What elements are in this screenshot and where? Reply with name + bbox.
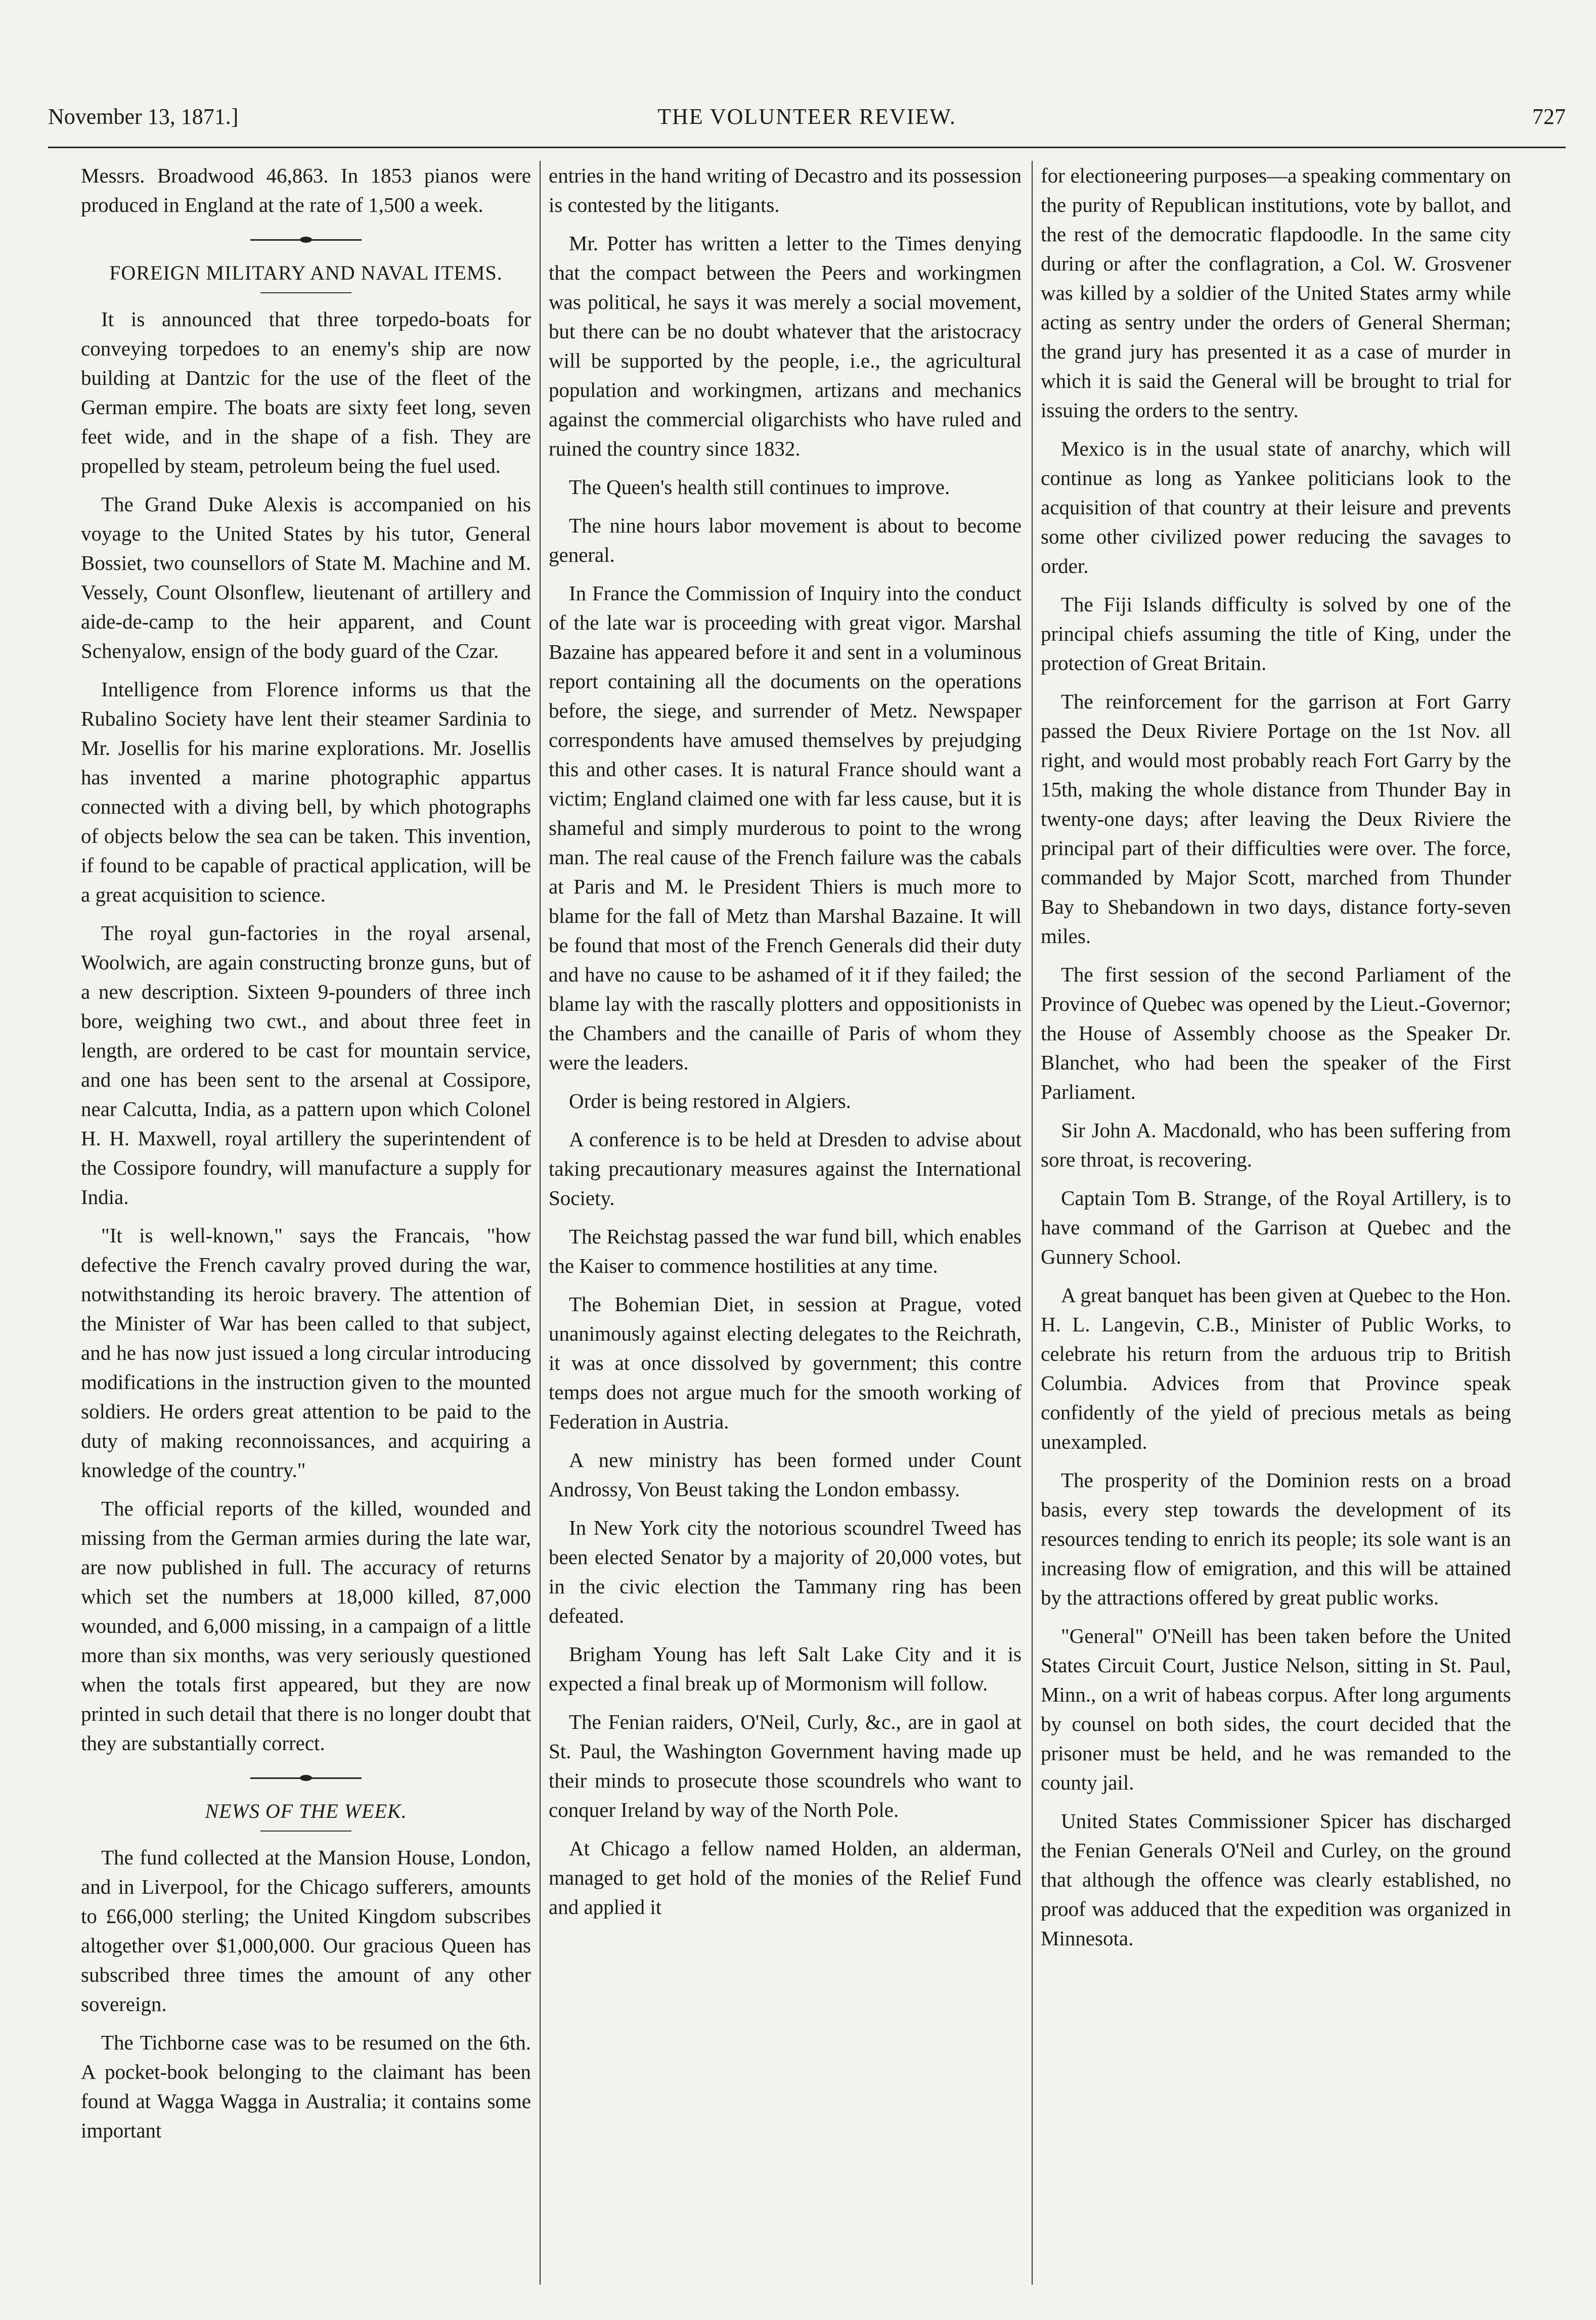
paragraph: The Fenian raiders, O'Neil, Curly, &c., are in gaol at St. Paul, the Washington Government having made up their minds to prosecute those scoundrels who want to conquer Ireland by way of the North Pole.: [549, 1710, 1022, 1821]
section-ornament: [250, 237, 362, 243]
paragraph: Intelligence from Florence informs us that the Rubalino Society have lent their steamer Sardinia to Mr. Josellis for his marine explorations. Mr. Josellis has invented a marine photographic appartus connected with a diving bell, by which photographs of objects below the sea can be taken. This invention, if found to be capable of practical application, will be a great acquisition to science.: [81, 678, 531, 906]
paragraph: The Fiji Islands difficulty is solved by one of the principal chiefs assuming the title of King, under the protection of Great Britain.: [1041, 593, 1511, 675]
paragraph: The Grand Duke Alexis is accompanied on his voyage to the United States by his tutor, General Bossiet, two counsellors of State M. Machine and M. Vessely, Count Olsonflew, lieutenant of artillery and aide-de-camp to the heir apparent, and Count Schenyalow, ensign of the body guard of the Czar.: [81, 493, 531, 662]
paragraph: The nine hours labor movement is about to become general.: [549, 514, 1022, 566]
paragraph: Mexico is in the usual state of anarchy, which will continue as long as Yankee politicians look to the acquisition of that country at their leisure and prevents some other civilized power reducing the savages to order.: [1041, 437, 1511, 577]
issue-date: November 13, 1871.]: [48, 104, 239, 129]
paragraph: The first session of the second Parliament of the Province of Quebec was opened by the Lieut.-Governor; the House of Assembly choose as the Speaker Dr. Blanchet, who had been the speaker of the First Parliament.: [1041, 963, 1511, 1103]
column-left: [81, 161, 531, 2285]
paragraph: Order is being restored in Algiers.: [569, 1089, 851, 1112]
paragraph: The fund collected at the Mansion House, London, and in Liverpool, for the Chicago sufferers, amounts to £66,000 sterling; the United Kingdom subscribes altogether over $1,000,000. Our gracious Queen has subscribed three times the amount of any other sovereign.: [81, 1846, 531, 2016]
masthead: [48, 104, 1566, 139]
paragraph: entries in the hand writing of Decastro and its possession is contested by the litigants.: [549, 164, 1022, 216]
paragraph: The Queen's health still continues to improve.: [569, 475, 950, 499]
paragraph: A new ministry has been formed under Count Androssy, Von Beust taking the London embassy.: [549, 1448, 1022, 1501]
paragraph: The reinforcement for the garrison at Fort Garry passed the Deux Riviere Portage on the 1st Nov. all right, and would most probably reach Fort Garry by the 15th, making the whole distance from Thunder Bay in twenty-one days; after leaving the Deux Riviere the principal part of their difficulties were over. The force, commanded by Major Scott, marched from Thunder Bay to Shebandown in two days, distance forty-seven miles.: [1041, 690, 1511, 948]
column-divider: [540, 161, 541, 2285]
newspaper-title: THE VOLUNTEER REVIEW.: [657, 104, 956, 129]
paragraph: Captain Tom B. Strange, of the Royal Artillery, is to have command of the Garrison at Quebec and the Gunnery School.: [1041, 1186, 1511, 1268]
paragraph: The royal gun-factories in the royal arsenal, Woolwich, are again constructing bronze guns, but of a new description. Sixteen 9-pounders of three inch bore, weighing two cwt., and about three feet in length, are ordered to be cast for mountain service, and one has been sent to the arsenal at Cossipore, near Calcutta, India, as a pattern upon which Colonel H. H. Maxwell, royal artillery the superintendent of the Cossipore foundry, will manufacture a supply for India.: [81, 921, 531, 1209]
paragraph: It is announced that three torpedo-boats for conveying torpedoes to an enemy's ship are now building at Dantzic for the use of the fleet of the German empire. The boats are sixty feet long, seven feet wide, and in the shape of a fish. They are propelled by steam, petroleum being the fuel used.: [81, 307, 531, 477]
section-ornament: [250, 1775, 362, 1781]
paragraph: Mr. Potter has written a letter to the Times denying that the compact between the Peers and workingmen was political, he says it was merely a social movement, but there can be no doubt whatever that the aristocracy will be supported by the people, i.e., the agricultural population and workingmen, artizans and mechanics against the commercial oligarchists who have ruled and ruined the country since 1832.: [549, 232, 1022, 460]
paragraph: The Tichborne case was to be resumed on the 6th. A pocket-book belonging to the claimant has been found at Wagga Wagga in Australia; it contains some important: [81, 2031, 531, 2142]
column-right: [1041, 161, 1511, 2285]
paragraph: Sir John A. Macdonald, who has been suffering from sore throat, is recovering.: [1041, 1119, 1511, 1171]
paragraph: In France the Commission of Inquiry into the conduct of the late war is proceeding with great vigor. Marshal Bazaine has appeared before it and sent in a voluminous report containing all the documents on the operations before, the siege, and surrender of Metz. Newspaper correspondents have amused themselves by prejudging this and other cases. It is natural France should want a victim; England claimed one with far less cause, but it is shameful and simply murderous to point to the wrong man. The real cause of the French failure was the cabals at Paris and M. le President Thiers is much more to blame for the fall of Metz than Marshal Bazaine. It will be found that most of the French Generals did their duty and have no cause to be ashamed of it if they failed; the blame lay with the rascally plotters and oppositionists in the Chambers and the canaille of Paris of whom they were the leaders.: [549, 582, 1022, 1074]
paragraph: United States Commissioner Spicer has discharged the Fenian Generals O'Neil and Curley, on the ground that although the offence was clearly established, no proof was adduced that the expedition was organized in Minnesota.: [1041, 1809, 1511, 1950]
masthead-rule: [48, 147, 1566, 148]
section-heading-foreign-military: FOREIGN MILITARY AND NAVAL ITEMS.: [109, 261, 503, 284]
paragraph: At Chicago a fellow named Holden, an alderman, managed to get hold of the monies of the Relief Fund and applied it: [549, 1837, 1022, 1919]
paragraph: The Bohemian Diet, in session at Prague, voted unanimously against electing delegates to the Reichrath, it was at once dissolved by government; this contre temps does not argue much for the smooth working of Federation in Austria.: [549, 1292, 1022, 1433]
paragraph: "General" O'Neill has been taken before the United States Circuit Court, Justice Nelson, sitting in St. Paul, Minn., on a writ of habeas corpus. After long arguments by counsel on both sides, the court decided that the prisoner must be held, and he was remanded to the county jail.: [1041, 1624, 1511, 1794]
paragraph: The official reports of the killed, wounded and missing from the German armies during the late war, are now published in full. The accuracy of returns which set the numbers at 18,000 killed, 87,000 wounded, and 6,000 missing, in a campaign of a little more than six months, was very seriously questioned when the totals first appeared, but they are now printed in such detail that there is no longer doubt that they are substantially correct.: [81, 1497, 531, 1755]
section-heading-news-of-the-week: NEWS OF THE WEEK.: [205, 1800, 407, 1822]
heading-rule: [260, 1831, 351, 1832]
paragraph: A great banquet has been given at Quebec to the Hon. H. L. Langevin, C.B., Minister of Public Works, to celebrate his return from the arduous trip to British Columbia. Advices from that Province speak confidently of the yield of precious metals as being unexampled.: [1041, 1283, 1511, 1453]
page-number: 727: [1532, 104, 1566, 129]
paragraph: Messrs. Broadwood 46,863. In 1853 pianos were produced in England at the rate of 1,500 a week.: [81, 164, 531, 216]
paragraph: A conference is to be held at Dresden to advise about taking precautionary measures against the International Society.: [549, 1128, 1022, 1210]
paragraph: In New York city the notorious scoundrel Tweed has been elected Senator by a majority of 20,000 votes, but in the civic election the Tammany ring has been defeated.: [549, 1516, 1022, 1627]
paragraph: The prosperity of the Dominion rests on a broad basis, every step towards the development of its resources tending to enrich its people; its sole want is an increasing flow of emigration, and this will be attained by the attractions offered by great public works.: [1041, 1468, 1511, 1609]
paragraph: The Reichstag passed the war fund bill, which enables the Kaiser to commence hostilities at any time.: [549, 1225, 1022, 1277]
paragraph: "It is well-known," says the Francais, "how defective the French cavalry proved during the war, notwithstanding its heroic bravery. The attention of the Minister of War has been called to that subject, and he has now just issued a long circular introducing modifications in the instruction given to the mounted soldiers. He orders great attention to be paid to the duty of making reconnoissances, and acquiring a knowledge of the country.": [81, 1224, 531, 1482]
paragraph: for electioneering purposes—a speaking commentary on the purity of Republican institutions, vote by ballot, and the rest of the democratic flapdoodle. In the same city during or after the conflagration, a Col. W. Grosvener was killed by a soldier of the United States army while acting as sentry under the orders of General Sherman; the grand jury has presented it as a case of murder in which it is said the General will be brought to trial for issuing the orders to the sentry.: [1041, 164, 1511, 422]
column-middle: [549, 161, 1022, 2285]
paragraph: Brigham Young has left Salt Lake City and it is expected a final break up of Mormonism will follow.: [549, 1642, 1022, 1695]
heading-rule: [260, 292, 351, 293]
column-divider: [1032, 161, 1033, 2285]
